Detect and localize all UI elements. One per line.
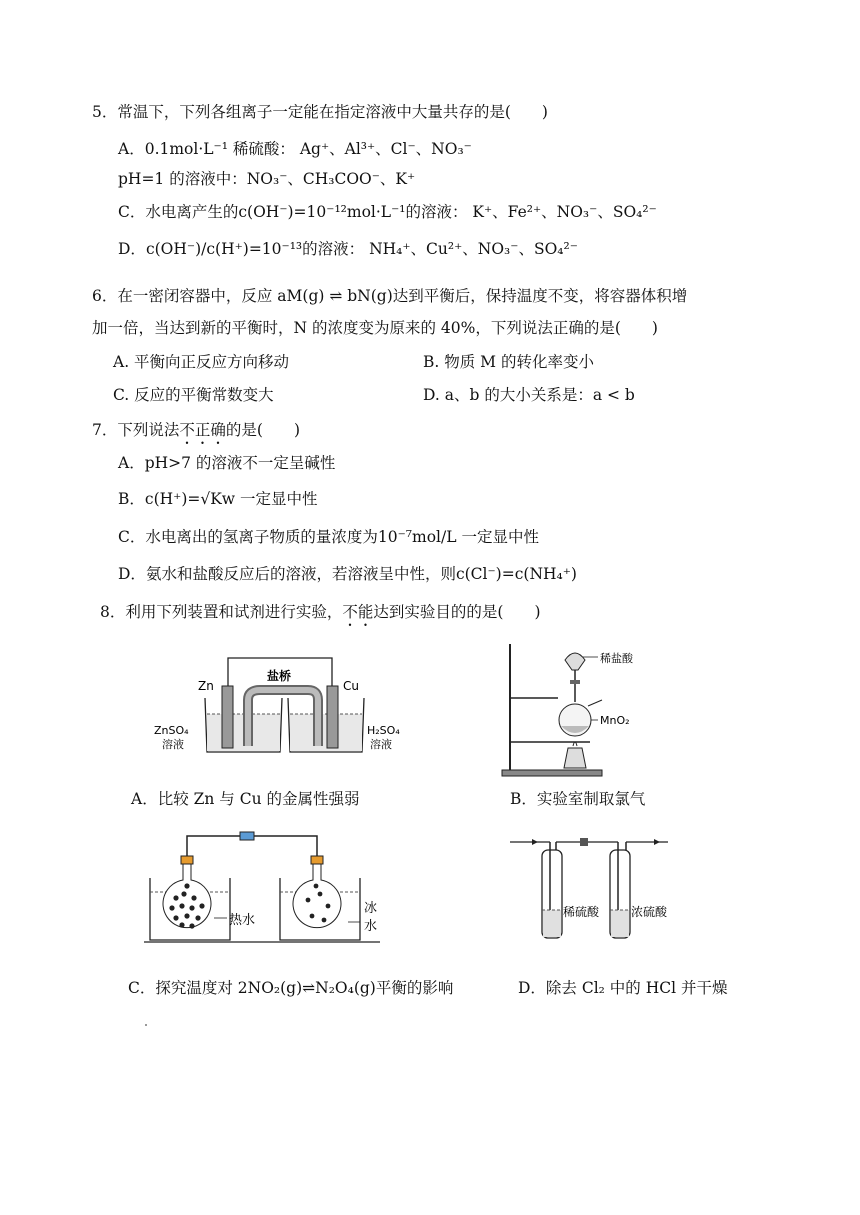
q6-option-d: D. a、b 的大小关系是：a < b <box>423 386 635 404</box>
figure-c-equilibrium-apparatus <box>142 828 392 948</box>
q8-stem: 8．利用下列装置和试剂进行实验，不能达到实验目的的是( ) <box>100 603 541 621</box>
figure-d-conc-acid-label: 浓硫酸 <box>631 905 668 919</box>
q6-option-c: C. 反应的平衡常数变大 <box>113 386 274 404</box>
q6-stem-line1: 6．在一密闭容器中，反应 aM(g) ⇌ bN(g)达到平衡后，保持温度不变，将容器体积增 <box>92 287 688 305</box>
q8-caption-c: C．探究温度对 2NO₂(g)⇌N₂O₄(g)平衡的影响 <box>128 979 454 997</box>
figure-a-zn-label: Zn <box>198 679 214 693</box>
figure-b-chlorine-apparatus <box>498 640 678 780</box>
q8-caption-d: D．除去 Cl₂ 中的 HCl 并干燥 <box>518 979 728 997</box>
q5-option-c-ions: K⁺、Fe²⁺、NO₃⁻、SO₄²⁻ <box>472 203 657 221</box>
q7-stem: 7．下列说法不正确的是( ) <box>92 421 300 439</box>
figure-c-ice-water-label: 冰 <box>364 901 378 916</box>
figure-a-cu-label: Cu <box>343 679 359 693</box>
q5-option-a-ions: Ag⁺、Al³⁺、Cl⁻、NO₃⁻ <box>299 140 472 158</box>
q7-option-c-value: 10⁻⁷mol/L <box>377 528 457 546</box>
q6-option-b: B. 物质 M 的转化率变小 <box>423 353 594 371</box>
q7-option-d: D．氨水和盐酸反应后的溶液，若溶液呈中性，则c(Cl⁻)=c(NH₄⁺) <box>118 565 577 583</box>
figure-c-hot-water-label: 热水 <box>229 913 256 928</box>
q8-caption-a: A．比较 Zn 与 Cu 的金属性强弱 <box>131 790 360 808</box>
q5-stem: 5．常温下，下列各组离子一定能在指定溶液中大量共存的是( ) <box>92 103 548 121</box>
q5-option-c: C．水电离产生的c(OH⁻)=10⁻¹²mol·L⁻¹的溶液： K⁺、Fe²⁺、NO₃⁻、SO₄²⁻ <box>118 203 657 221</box>
stray-mark <box>145 1024 147 1026</box>
q7-option-b: B．c(H⁺)=√Kw 一定显中性 <box>118 490 318 508</box>
svg-text:水: 水 <box>364 919 378 934</box>
q7-option-b-expr: c(H⁺)=√Kw <box>144 490 236 508</box>
q7-option-c: C．水电离出的氢离子物质的量浓度为10⁻⁷mol/L 一定显中性 <box>118 528 539 546</box>
q7-option-a: A．pH>7 的溶液不一定呈碱性 <box>118 454 336 472</box>
q8-emphasis: 不能 <box>342 603 374 621</box>
figure-d-gas-washing-apparatus <box>506 832 676 950</box>
q6-option-a: A. 平衡向正反应方向移动 <box>113 353 290 371</box>
figure-a-bridge-label: 盐桥 <box>267 669 292 683</box>
q7-option-d-expr: c(Cl⁻)=c(NH₄⁺) <box>455 565 577 583</box>
q5-option-b: pH=1 的溶液中：NO₃⁻、CH₃COO⁻、K⁺ <box>118 170 416 188</box>
q5-option-d: D．c(OH⁻)/c(H⁺)=10⁻¹³的溶液： NH₄⁺、Cu²⁺、NO₃⁻、SO₄²⁻ <box>118 240 578 258</box>
q5-option-d-ions: NH₄⁺、Cu²⁺、NO₃⁻、SO₄²⁻ <box>369 240 578 258</box>
figure-a-left-solution: ZnSO₄ <box>154 724 189 737</box>
figure-a-right-solution: H₂SO₄ <box>367 724 400 737</box>
figure-b-acid-label: 稀盐酸 <box>600 652 633 665</box>
q5-option-a: A．0.1mol·L⁻¹ 稀硫酸： Ag⁺、Al³⁺、Cl⁻、NO₃⁻ <box>118 140 472 158</box>
q8-caption-b: B．实验室制取氯气 <box>510 790 646 808</box>
svg-text:溶液: 溶液 <box>162 738 184 751</box>
figure-b-mno2-label: MnO₂ <box>600 714 630 727</box>
q7-emphasis: 不正确 <box>179 421 226 439</box>
q6-stem-line2: 加一倍，当达到新的平衡时，N 的浓度变为原来的 40%，下列说法正确的是( ) <box>92 319 658 337</box>
figure-d-dilute-acid-label: 稀硫酸 <box>563 905 600 919</box>
figure-a-galvanic-cell <box>150 652 420 764</box>
svg-text:溶液: 溶液 <box>370 738 392 751</box>
